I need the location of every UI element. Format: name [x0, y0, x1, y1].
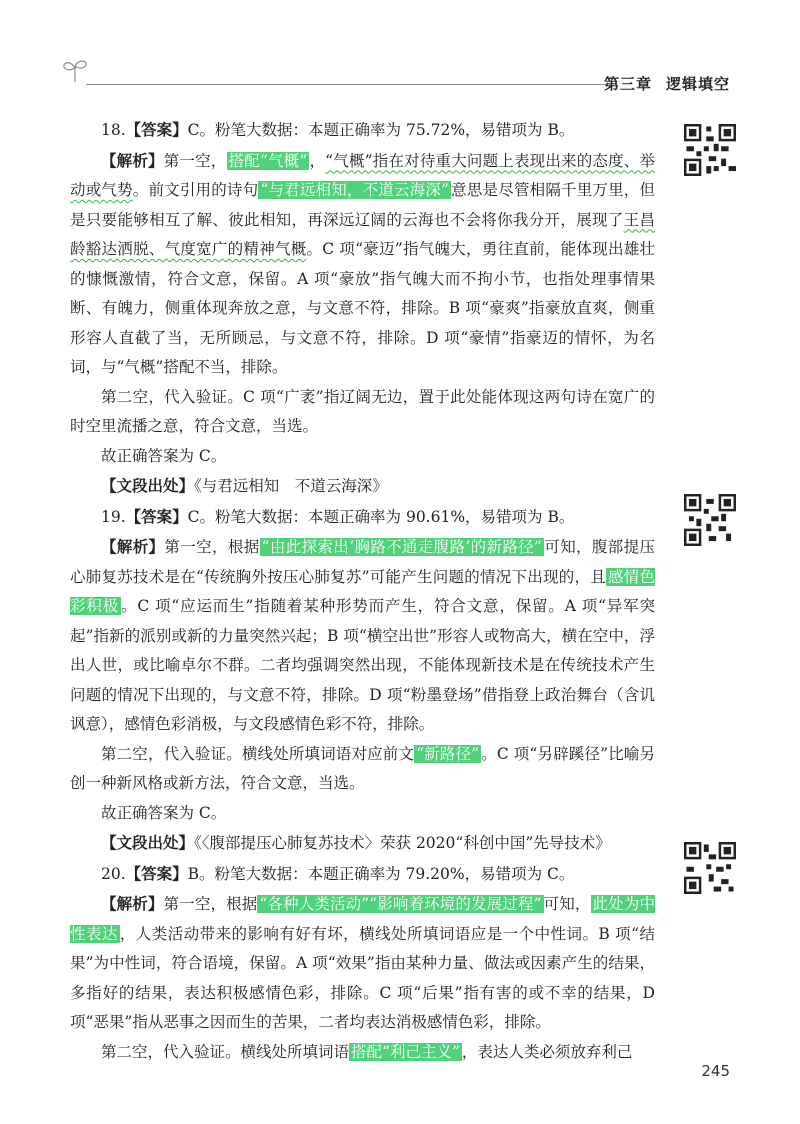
header-rule — [86, 84, 606, 85]
q18-blank2: 第二空，代入验证。C 项“广袤”指辽阔无边，置于此处能体现这两句诗在宽广的时空里流播之意，符合文意，当选。 — [70, 387, 655, 435]
q20-analysis: 【解析】第一空，根据 “各种人类活动”“影响着环境的发展过程” 可知， 此处为中性表达 ，人类活动带来的影响有好有坏，横线处所填词语应是一个中性词。B 项“结果”为中性词，符合语境，保留。A 项“效果”指由某种力量、做法或因素产生的结果，多指好的结果，表达积极感情色彩，排除。C 项“后果”指有害的或不幸的结果，D 项“恶果”指从恶事之因而生的苦果，二者均表达消极感情色彩，排除。 — [70, 894, 655, 1031]
chapter-header — [604, 73, 730, 94]
q19-blank2: 第二空，代入验证。横线处所填词语对应前文 “新路径” 。C 项“另辟蹊径”比喻另创一种新风格或新方法，符合文意，当选。 — [70, 744, 655, 792]
q18-analysis: 【解析】第一空， 搭配“气概” ，“气概”指在对待重大问题上表现出来的态度、举动或气势。前文引用的诗句 “与君远相知，不道云海深” 意思是尽管相隔千里万里，但是只要能够相互了解、彼此相知，再深远辽阔的云海也不会将你我分开，展现了王昌龄豁达洒脱、气度宽广的精神气概。C 项“豪迈”指气魄大，勇往直前，能体现出雄壮的慷慨激情，符合文意，保留。A 项“豪放”指气魄大而不拘小节，也指处理事情果断、有魄力，侧重体现奔放之意，与文意不符，排除。B 项“豪爽”指豪放直爽，侧重形容人直截了当，无所顾忌，与文意不符，排除。D 项“豪情”指豪迈的情怀，为名词，与“气概”搭配不当，排除。 — [70, 150, 655, 376]
highlight: “与君远相知，不道云海深” — [260, 181, 449, 199]
chapter-number: 第三章 — [603, 75, 652, 93]
highlight: 搭配“利己主义” — [351, 1042, 460, 1061]
q20-answer: 20.【答案】B。粉笔大数据：本题正确率为 79.20%，易错项为 C。 — [101, 863, 575, 883]
highlight: “新路径” — [416, 744, 480, 763]
wavy-underline: “气概”指在对待重大问题上表现出来的态度、举动或气势 — [70, 151, 655, 199]
q18-conclusion: 故正确答案为 C。 — [101, 446, 227, 465]
q19-conclusion: 故正确答案为 C。 — [101, 803, 227, 822]
wavy-underline: 王昌龄豁达洒脱、气度宽广的精神气概 — [70, 210, 655, 258]
highlight: “各种人类活动”“影响着环境的发展过程” — [259, 895, 542, 913]
q18-source: 【文段出处】《与君远相知 不道云海深》 — [101, 476, 388, 495]
q19-analysis: 【解析】第一空，根据 “由此探索出‘胸路不通走腹路’的新路径” 可知，腹部提压心肺复苏技术是在“传统胸外按压心肺复苏”可能产生问题的情况下出现的，且 感情色彩积极 。C 项“应运而生”指随着某种形势而产生，符合文意，保留。A 项“异军突起”指新的派别或新的力量突然兴起；B 项“横空出世”形容人或物高大，横在空中，浮出人世，或比喻卓尔不群。二者均强调突然出现，不能体现新技术是在传统技术产生问题的情况下出现的，与文意不符，排除。D 项“粉墨登场”借指登上政治舞台（含讥讽意），感情色彩消极，与文段感情色彩不符，排除。 — [70, 537, 655, 733]
answer-content — [70, 115, 655, 1067]
qr-code-icon — [684, 494, 736, 546]
page-number: 245 — [701, 1062, 730, 1080]
q18-answer: 18.【答案】C。粉笔大数据：本题正确率为 75.72%，易错项为 B。 — [101, 120, 575, 139]
qr-code-icon — [684, 842, 736, 894]
highlight: “由此探索出‘胸路不通走腹路’的新路径” — [261, 538, 542, 556]
q19-answer: 19.【答案】C。粉笔大数据：本题正确率为 90.61%，易错项为 B。 — [101, 506, 575, 526]
chapter-title: 逻辑填空 — [665, 75, 730, 93]
q19-source: 【文段出处】《〈腹部提压心肺复苏技术〉荣获 2020“科创中国”先导技术》 — [101, 833, 611, 852]
q20-blank2: 第二空，代入验证。横线处所填词语 搭配“利己主义” ，表达人类必须放弃利己 — [101, 1042, 633, 1061]
qr-code-icon — [684, 124, 736, 176]
highlight: 此处为中性表达 — [70, 895, 655, 943]
highlight: 感情色彩积极 — [70, 567, 655, 615]
sprout-leaf-icon — [60, 56, 90, 86]
highlight: 搭配“气概” — [228, 151, 308, 170]
